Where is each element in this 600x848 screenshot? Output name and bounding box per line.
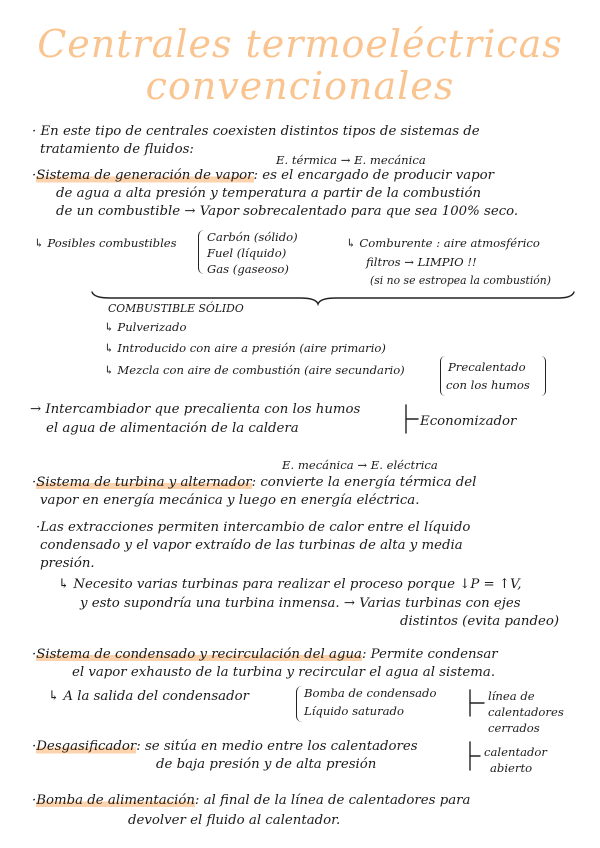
vapor-line1-rest: : es el encargado de producir vapor bbox=[253, 168, 495, 183]
combustion-note: (si no se estropea la combustión) bbox=[370, 274, 551, 287]
desgasificador-heading: Desgasificador bbox=[36, 739, 137, 754]
intro-text: En este tipo de centrales coexisten distintos tipos de sistemas de bbox=[40, 124, 480, 139]
intro-line2: tratamiento de fluidos: bbox=[40, 142, 194, 157]
extracciones-line3: presión. bbox=[40, 556, 95, 571]
bomba-line2: devolver el fluido al calentador. bbox=[128, 813, 341, 828]
combustibles-label: ↳ Posibles combustibles bbox=[34, 236, 177, 250]
condensado-line1-rest: : Permite condensar bbox=[361, 647, 498, 662]
solido-item: ↳ Pulverizado bbox=[104, 320, 187, 334]
solido-heading: COMBUSTIBLE SÓLIDO bbox=[108, 302, 244, 315]
vapor-heading: Sistema de generación de vapor bbox=[36, 168, 254, 183]
linea-line3: cerrados bbox=[488, 721, 540, 735]
bullet: · bbox=[32, 124, 37, 139]
page-title-line2: convencionales bbox=[145, 64, 455, 108]
salida-item: Líquido saturado bbox=[304, 704, 404, 718]
comburente: ↳ Comburente : aire atmosférico bbox=[346, 236, 540, 250]
page-title-line1: Centrales termoeléctricas bbox=[37, 22, 563, 66]
condensador-salida: ↳ A la salida del condensador bbox=[48, 689, 249, 704]
condensado-line2: el vapor exhausto de la turbina y recircular el agua al sistema. bbox=[72, 665, 496, 680]
linea-line2: calentadores bbox=[488, 705, 564, 719]
precalentado-line1: Precalentado bbox=[448, 360, 526, 374]
condensado-line1: ·Sistema de condensado y recirculación del agua: Permite condensar bbox=[32, 647, 498, 662]
bomba-line1-rest: : al final de la línea de calentadores para bbox=[194, 793, 471, 808]
solido-brace-line bbox=[92, 292, 574, 304]
solido-item: ↳ Introducido con aire a presión (aire primario) bbox=[104, 341, 386, 355]
condensado-heading: Sistema de condensado y recirculación del agua bbox=[36, 647, 362, 662]
salida-item: Bomba de condensado bbox=[304, 686, 437, 700]
economizador-result: Economizador bbox=[420, 414, 517, 429]
combustible-item: Fuel (líquido) bbox=[207, 246, 287, 260]
turbina-conversion: E. mecánica → E. eléctrica bbox=[282, 458, 438, 472]
solido-item: ↳ Mezcla con aire de combustión (aire secundario) bbox=[104, 363, 405, 377]
necesito-line3: distintos (evita pandeo) bbox=[400, 614, 560, 629]
bomba-heading: Bomba de alimentación bbox=[36, 793, 195, 808]
vapor-line3: de un combustible → Vapor sobrecalentado para que sea 100% seco. bbox=[56, 204, 519, 219]
necesito-line1: ↳ Necesito varias turbinas para realizar el proceso porque ↓P = ↑V, bbox=[58, 577, 522, 592]
extracciones-line2: condensado y el vapor extraído de las turbinas de alta y media bbox=[40, 538, 463, 553]
combustible-item: Gas (gaseoso) bbox=[207, 262, 289, 276]
turbina-line1-rest: : convierte la energía térmica del bbox=[251, 475, 477, 490]
turbina-line2: vapor en energía mecánica y luego en energía eléctrica. bbox=[40, 493, 420, 508]
desgasificador-line1: ·Desgasificador: se sitúa en medio entre los calentadores bbox=[32, 739, 418, 754]
vapor-line1: ·Sistema de generación de vapor: es el encargado de producir vapor bbox=[32, 168, 495, 183]
desgasificador-line2: de baja presión y de alta presión bbox=[156, 757, 377, 772]
bomba-line1: ·Bomba de alimentación: al final de la línea de calentadores para bbox=[32, 793, 471, 808]
economizador-line2: el agua de alimentación de la caldera bbox=[46, 421, 299, 436]
turbina-heading: Sistema de turbina y alternador bbox=[36, 475, 252, 490]
desgasificador-line1-rest: : se sitúa en medio entre los calentadores bbox=[136, 739, 418, 754]
economizador-line1: → Intercambiador que precalienta con los humos bbox=[30, 402, 361, 417]
intro-conversion: E. térmica → E. mecánica bbox=[276, 153, 426, 167]
combustible-item: Carbón (sólido) bbox=[207, 230, 298, 244]
necesito-line2: y esto supondría una turbina inmensa. → Varias turbinas con ejes bbox=[80, 596, 521, 611]
turbina-line1: ·Sistema de turbina y alternador: convierte la energía térmica del bbox=[32, 475, 477, 490]
calentador-line1: calentador bbox=[484, 745, 547, 759]
extracciones-line1: ·Las extracciones permiten intercambio de calor entre el líquido bbox=[36, 520, 471, 535]
filtros: filtros → LIMPIO !! bbox=[366, 255, 477, 269]
linea-line1: línea de bbox=[488, 689, 535, 703]
vapor-line2: de agua a alta presión y temperatura a partir de la combustión bbox=[56, 186, 482, 201]
precalentado-line2: con los humos bbox=[446, 378, 530, 392]
calentador-line2: abierto bbox=[490, 761, 533, 775]
